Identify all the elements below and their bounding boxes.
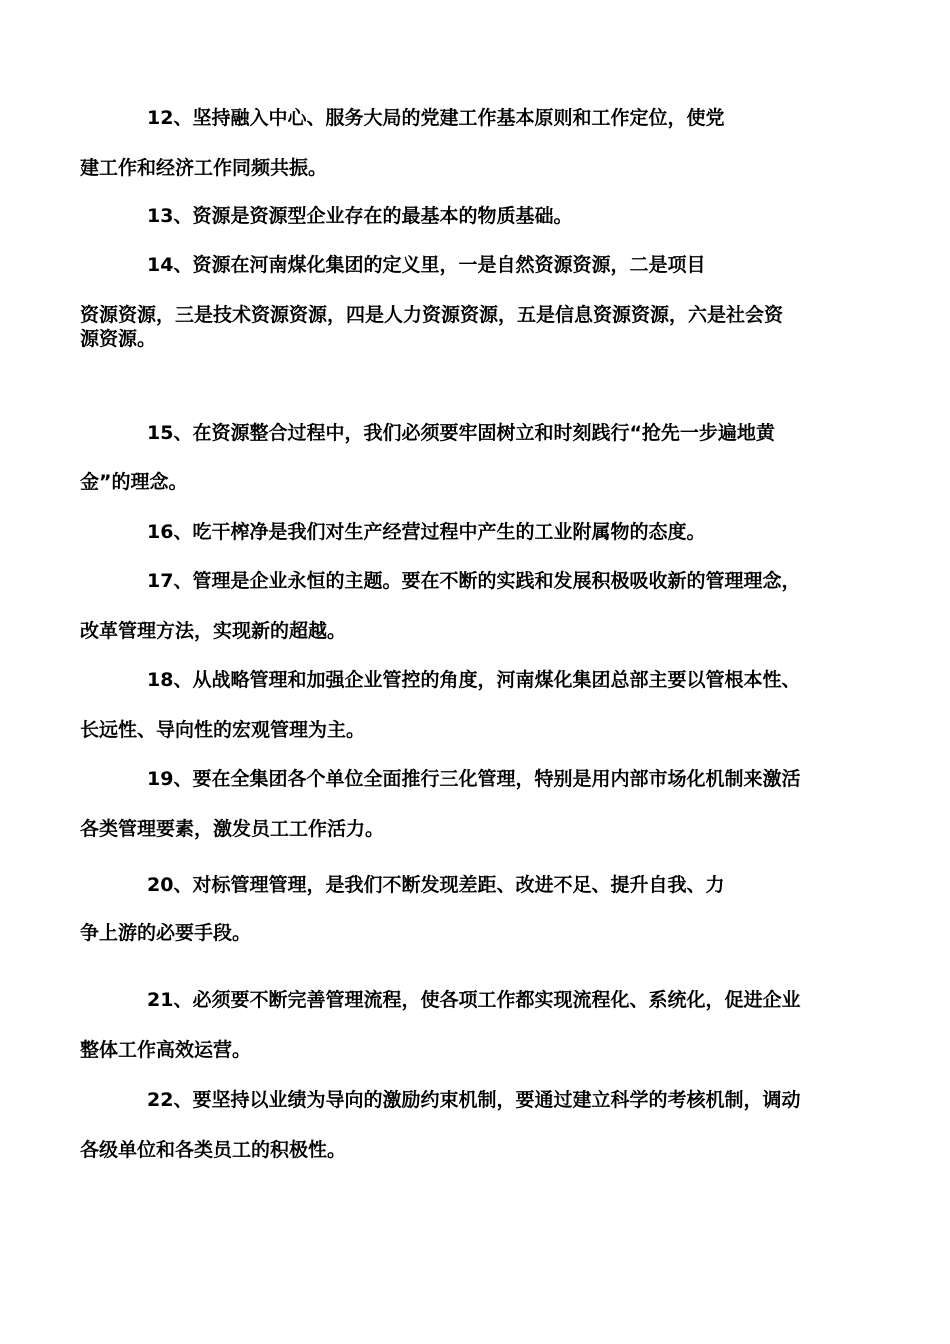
item-21-line-1: 21、必须要不断完善管理流程，使各项工作都实现流程化、系统化，促进企业 bbox=[147, 989, 801, 1011]
item-16-line-1: 16、吃干榨净是我们对生产经营过程中产生的工业附属物的态度。 bbox=[147, 521, 706, 543]
item-19-line-2: 各类管理要素，激发员工工作活力。 bbox=[80, 818, 385, 840]
item-15-line-2: 金”的理念。 bbox=[80, 471, 188, 493]
item-17-line-2: 改革管理方法，实现新的超越。 bbox=[80, 620, 347, 642]
item-19-line-1: 19、要在全集团各个单位全面推行三化管理，特别是用内部市场化机制来激活 bbox=[147, 768, 801, 790]
item-18-line-1: 18、从战略管理和加强企业管控的角度，河南煤化集团总部主要以管根本性、 bbox=[147, 669, 801, 691]
item-17-line-1: 17、管理是企业永恒的主题。要在不断的实践和发展积极吸收新的管理理念， bbox=[147, 570, 801, 592]
item-13-line-1: 13、资源是资源型企业存在的最基本的物质基础。 bbox=[147, 205, 573, 227]
item-20-line-2: 争上游的必要手段。 bbox=[80, 922, 252, 944]
item-14-line-1: 14、资源在河南煤化集团的定义里，一是自然资源资源，二是项目 bbox=[147, 254, 706, 276]
item-12-line-2: 建工作和经济工作同频共振。 bbox=[80, 157, 328, 179]
item-22-line-1: 22、要坚持以业绩为导向的激励约束机制，要通过建立科学的考核机制，调动 bbox=[147, 1089, 801, 1111]
item-21-line-2: 整体工作高效运营。 bbox=[80, 1039, 252, 1061]
item-12-line-1: 12、坚持融入中心、服务大局的党建工作基本原则和工作定位，使党 bbox=[147, 107, 725, 129]
item-15-line-1: 15、在资源整合过程中，我们必须要牢固树立和时刻践行“抢先一步遍地黄 bbox=[147, 422, 775, 444]
item-20-line-1: 20、对标管理管理，是我们不断发现差距、改进不足、提升自我、力 bbox=[147, 874, 725, 896]
item-22-line-2: 各级单位和各类员工的积极性。 bbox=[80, 1139, 347, 1161]
item-14-line-2: 资源资源，三是技术资源资源，四是人力资源资源，五是信息资源资源，六是社会资 bbox=[80, 304, 784, 326]
item-14-line-3: 源资源。 bbox=[80, 328, 157, 350]
item-18-line-2: 长远性、导向性的宏观管理为主。 bbox=[80, 719, 366, 741]
